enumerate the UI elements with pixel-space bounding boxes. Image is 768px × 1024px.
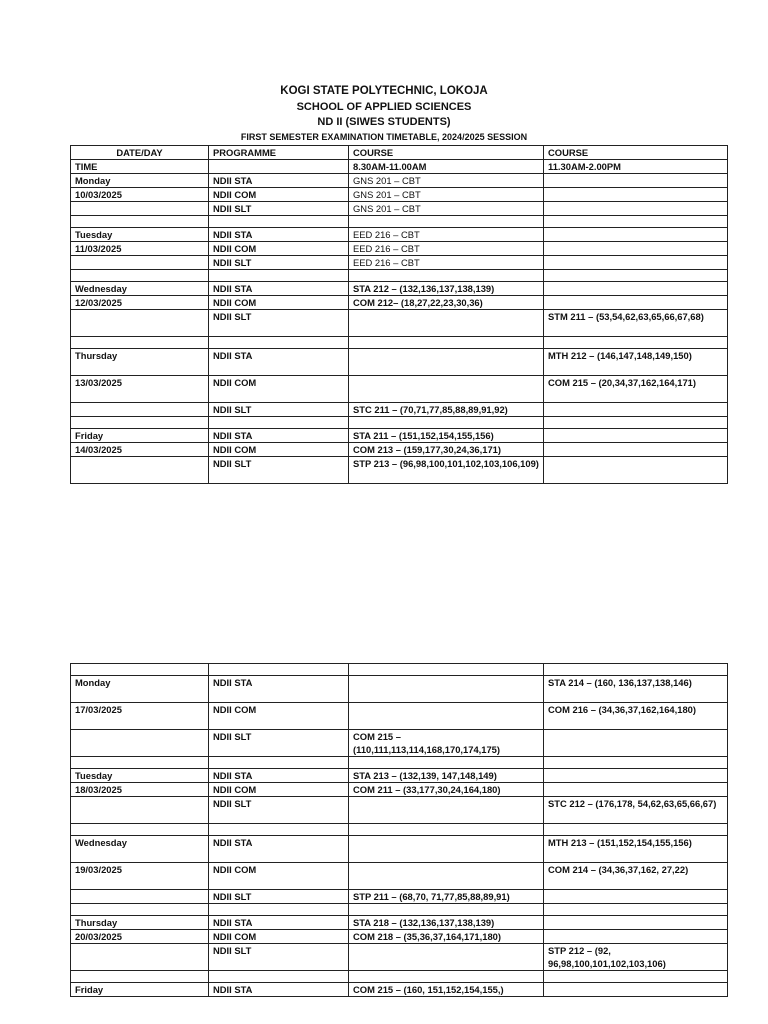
- school-name: SCHOOL OF APPLIED SCIENCES: [296, 101, 472, 113]
- day-cell: 11/03/2025: [71, 242, 209, 256]
- course-cell: COM 215 – (20,34,37,162,164,171): [544, 376, 728, 403]
- table-row: [71, 730, 728, 757]
- programme-cell: NDII STA: [209, 174, 349, 188]
- spacer-row: [71, 664, 728, 676]
- date-column-header: DATE/DAY: [71, 146, 209, 160]
- course-cell: [349, 349, 544, 376]
- course-cell: [349, 944, 544, 971]
- course-cell: [544, 783, 728, 797]
- table-cell: [71, 904, 209, 916]
- course-cell: STP 213 – (96,98,100,101,102,103,106,109): [349, 457, 544, 484]
- course-cell: STA 214 – (160, 136,137,138,146): [544, 676, 728, 703]
- course-cell: COM 218 – (35,36,37,164,171,180): [349, 930, 544, 944]
- day-cell: [71, 202, 209, 216]
- programme-cell: NDII SLT: [209, 944, 349, 971]
- course-cell: [349, 703, 544, 730]
- table-row: [71, 930, 728, 944]
- programme-cell: NDII SLT: [209, 890, 349, 904]
- table-row: [71, 676, 728, 703]
- day-cell: 10/03/2025: [71, 188, 209, 202]
- course-cell: [544, 256, 728, 270]
- programme-cell: NDII COM: [209, 863, 349, 890]
- course-cell: [544, 228, 728, 242]
- spacer-row: [71, 216, 728, 228]
- institution-name: KOGI STATE POLYTECHNIC, LOKOJA: [280, 85, 488, 97]
- course-cell: COM 215 – (160, 151,152,154,155,): [349, 983, 544, 997]
- table-cell: [71, 757, 209, 769]
- course-cell: STC 211 – (70,71,77,85,88,89,91,92): [349, 403, 544, 417]
- course-cell: EED 216 – CBT: [349, 228, 544, 242]
- course-cell: [349, 676, 544, 703]
- course-cell: GNS 201 – CBT: [349, 174, 544, 188]
- course-cell: [544, 296, 728, 310]
- course-cell: [544, 188, 728, 202]
- table-cell: [209, 270, 349, 282]
- day-cell: Monday: [71, 174, 209, 188]
- day-cell: [71, 730, 209, 757]
- programme-cell: NDII SLT: [209, 310, 349, 337]
- course-cell: MTH 212 – (146,147,148,149,150): [544, 349, 728, 376]
- table-cell: [349, 417, 544, 429]
- table-row: [71, 783, 728, 797]
- course-cell: EED 216 – CBT: [349, 256, 544, 270]
- spacer-row: [71, 270, 728, 282]
- programme-cell: NDII COM: [209, 242, 349, 256]
- table-row: [71, 202, 728, 216]
- programme-cell: NDII COM: [209, 376, 349, 403]
- table-row: [71, 310, 728, 337]
- course-cell: STP 211 – (68,70, 71,77,85,88,89,91): [349, 890, 544, 904]
- table-cell: [349, 824, 544, 836]
- spacer-row: [71, 904, 728, 916]
- table-row: [71, 296, 728, 310]
- course-cell: [544, 429, 728, 443]
- day-cell: [71, 256, 209, 270]
- table-row: [71, 403, 728, 417]
- course-cell: [544, 282, 728, 296]
- programme-cell: NDII STA: [209, 349, 349, 376]
- day-cell: [71, 310, 209, 337]
- course-cell: [544, 457, 728, 484]
- table-cell: [71, 216, 209, 228]
- programme-cell: NDII STA: [209, 676, 349, 703]
- course-cell: [349, 376, 544, 403]
- programme-cell: NDII COM: [209, 930, 349, 944]
- table-cell: [544, 904, 728, 916]
- table-row: [71, 282, 728, 296]
- course-cell: STC 212 – (176,178, 54,62,63,65,66,67): [544, 797, 728, 824]
- course-column-header: COURSE: [349, 146, 544, 160]
- course-cell: STA 218 – (132,136,137,138,139): [349, 916, 544, 930]
- table-cell: [349, 904, 544, 916]
- table-cell: [349, 216, 544, 228]
- course-cell: [349, 836, 544, 863]
- table-cell: [544, 664, 728, 676]
- day-cell: 12/03/2025: [71, 296, 209, 310]
- table-row: [71, 349, 728, 376]
- day-cell: Tuesday: [71, 769, 209, 783]
- table-cell: [544, 270, 728, 282]
- course-cell: MTH 213 – (151,152,154,155,156): [544, 836, 728, 863]
- day-cell: Thursday: [71, 349, 209, 376]
- course-cell: COM 214 – (34,36,37,162, 27,22): [544, 863, 728, 890]
- day-cell: [71, 890, 209, 904]
- table-row: [71, 174, 728, 188]
- programme-cell: NDII STA: [209, 983, 349, 997]
- day-cell: Wednesday: [71, 282, 209, 296]
- day-cell: 14/03/2025: [71, 443, 209, 457]
- table-row: [71, 769, 728, 783]
- day-cell: [71, 797, 209, 824]
- course-cell: EED 216 – CBT: [349, 242, 544, 256]
- table-cell: [209, 664, 349, 676]
- table-row: [71, 256, 728, 270]
- table-cell: [209, 216, 349, 228]
- table-header-row: [71, 146, 728, 160]
- table-row: [71, 890, 728, 904]
- programme-cell: NDII COM: [209, 703, 349, 730]
- day-cell: [71, 403, 209, 417]
- programme-cell: NDII STA: [209, 836, 349, 863]
- time-slot-2: 11.30AM-2.00PM: [544, 160, 728, 174]
- spacer-row: [71, 824, 728, 836]
- course-cell: GNS 201 – CBT: [349, 188, 544, 202]
- table-cell: [209, 824, 349, 836]
- course-cell: [544, 916, 728, 930]
- programme-cell: NDII SLT: [209, 457, 349, 484]
- programme-cell: NDII COM: [209, 783, 349, 797]
- table-cell: [544, 337, 728, 349]
- programme-column-header: PROGRAMME: [209, 146, 349, 160]
- table-row: [71, 797, 728, 824]
- table-cell: [349, 337, 544, 349]
- day-cell: 20/03/2025: [71, 930, 209, 944]
- table-cell: [544, 216, 728, 228]
- timetable-week-2: [70, 663, 728, 997]
- course-cell: GNS 201 – CBT: [349, 202, 544, 216]
- course-cell: [544, 769, 728, 783]
- table-row: [71, 228, 728, 242]
- table-cell: [209, 417, 349, 429]
- course-cell: [544, 174, 728, 188]
- programme-cell: NDII STA: [209, 916, 349, 930]
- course-cell: COM 213 – (159,177,30,24,36,171): [349, 443, 544, 457]
- time-row: [71, 160, 728, 174]
- course-cell: [544, 403, 728, 417]
- table-row: [71, 188, 728, 202]
- day-cell: Tuesday: [71, 228, 209, 242]
- course-cell: [544, 242, 728, 256]
- course-cell: [349, 310, 544, 337]
- programme-cell: NDII STA: [209, 429, 349, 443]
- day-cell: 18/03/2025: [71, 783, 209, 797]
- time-label: TIME: [71, 160, 209, 174]
- timetable-title: FIRST SEMESTER EXAMINATION TIMETABLE, 2024/2025 SESSION: [240, 132, 528, 142]
- table-cell: [71, 664, 209, 676]
- table-row: [71, 443, 728, 457]
- programme-cell: NDII COM: [209, 296, 349, 310]
- course-column-header: COURSE: [544, 146, 728, 160]
- course-cell: [544, 730, 728, 757]
- spacer-row: [71, 971, 728, 983]
- spacer-row: [71, 757, 728, 769]
- programme-cell: NDII STA: [209, 282, 349, 296]
- table-cell: [349, 757, 544, 769]
- table-cell: [349, 664, 544, 676]
- table-row: [71, 836, 728, 863]
- programme-cell: NDII SLT: [209, 202, 349, 216]
- course-cell: COM 215 – (110,111,113,114,168,170,174,175): [349, 730, 544, 757]
- table-cell: [71, 971, 209, 983]
- table-cell: [209, 160, 349, 174]
- day-cell: Wednesday: [71, 836, 209, 863]
- day-cell: 17/03/2025: [71, 703, 209, 730]
- day-cell: Monday: [71, 676, 209, 703]
- course-cell: STA 211 – (151,152,154,155,156): [349, 429, 544, 443]
- day-cell: [71, 944, 209, 971]
- table-cell: [349, 971, 544, 983]
- table-row: [71, 983, 728, 997]
- table-cell: [349, 270, 544, 282]
- day-cell: Friday: [71, 429, 209, 443]
- table-cell: [209, 337, 349, 349]
- table-row: [71, 457, 728, 484]
- course-cell: COM 216 – (34,36,37,162,164,180): [544, 703, 728, 730]
- programme-cell: NDII SLT: [209, 403, 349, 417]
- timetable-week-1: [70, 145, 728, 484]
- course-cell: [544, 983, 728, 997]
- course-cell: [544, 890, 728, 904]
- programme-cell: NDII SLT: [209, 730, 349, 757]
- table-cell: [544, 757, 728, 769]
- table-cell: [71, 824, 209, 836]
- time-slot-1: 8.30AM-11.00AM: [349, 160, 544, 174]
- table-row: [71, 429, 728, 443]
- programme-cell: NDII COM: [209, 443, 349, 457]
- day-cell: Thursday: [71, 916, 209, 930]
- course-cell: [544, 202, 728, 216]
- table-cell: [209, 904, 349, 916]
- table-cell: [71, 270, 209, 282]
- table-cell: [544, 824, 728, 836]
- day-cell: 19/03/2025: [71, 863, 209, 890]
- course-cell: STA 213 – (132,139, 147,148,149): [349, 769, 544, 783]
- course-cell: [349, 797, 544, 824]
- programme-cell: NDII STA: [209, 228, 349, 242]
- programme-cell: NDII STA: [209, 769, 349, 783]
- course-cell: STM 211 – (53,54,62,63,65,66,67,68): [544, 310, 728, 337]
- table-cell: [544, 417, 728, 429]
- course-cell: [544, 443, 728, 457]
- spacer-row: [71, 337, 728, 349]
- day-cell: 13/03/2025: [71, 376, 209, 403]
- level-title: ND II (SIWES STUDENTS): [317, 116, 451, 128]
- programme-cell: NDII SLT: [209, 256, 349, 270]
- course-cell: STA 212 – (132,136,137,138,139): [349, 282, 544, 296]
- course-cell: COM 212– (18,27,22,23,30,36): [349, 296, 544, 310]
- course-cell: STP 212 – (92, 96,98,100,101,102,103,106): [544, 944, 728, 971]
- table-cell: [209, 757, 349, 769]
- table-row: [71, 376, 728, 403]
- programme-cell: NDII COM: [209, 188, 349, 202]
- course-cell: [349, 863, 544, 890]
- course-cell: COM 211 – (33,177,30,24,164,180): [349, 783, 544, 797]
- table-row: [71, 242, 728, 256]
- table-row: [71, 703, 728, 730]
- table-cell: [71, 337, 209, 349]
- table-row: [71, 944, 728, 971]
- table-row: [71, 863, 728, 890]
- programme-cell: NDII SLT: [209, 797, 349, 824]
- table-cell: [544, 971, 728, 983]
- table-cell: [71, 417, 209, 429]
- day-cell: [71, 457, 209, 484]
- table-row: [71, 916, 728, 930]
- spacer-row: [71, 417, 728, 429]
- table-cell: [209, 971, 349, 983]
- day-cell: Friday: [71, 983, 209, 997]
- course-cell: [544, 930, 728, 944]
